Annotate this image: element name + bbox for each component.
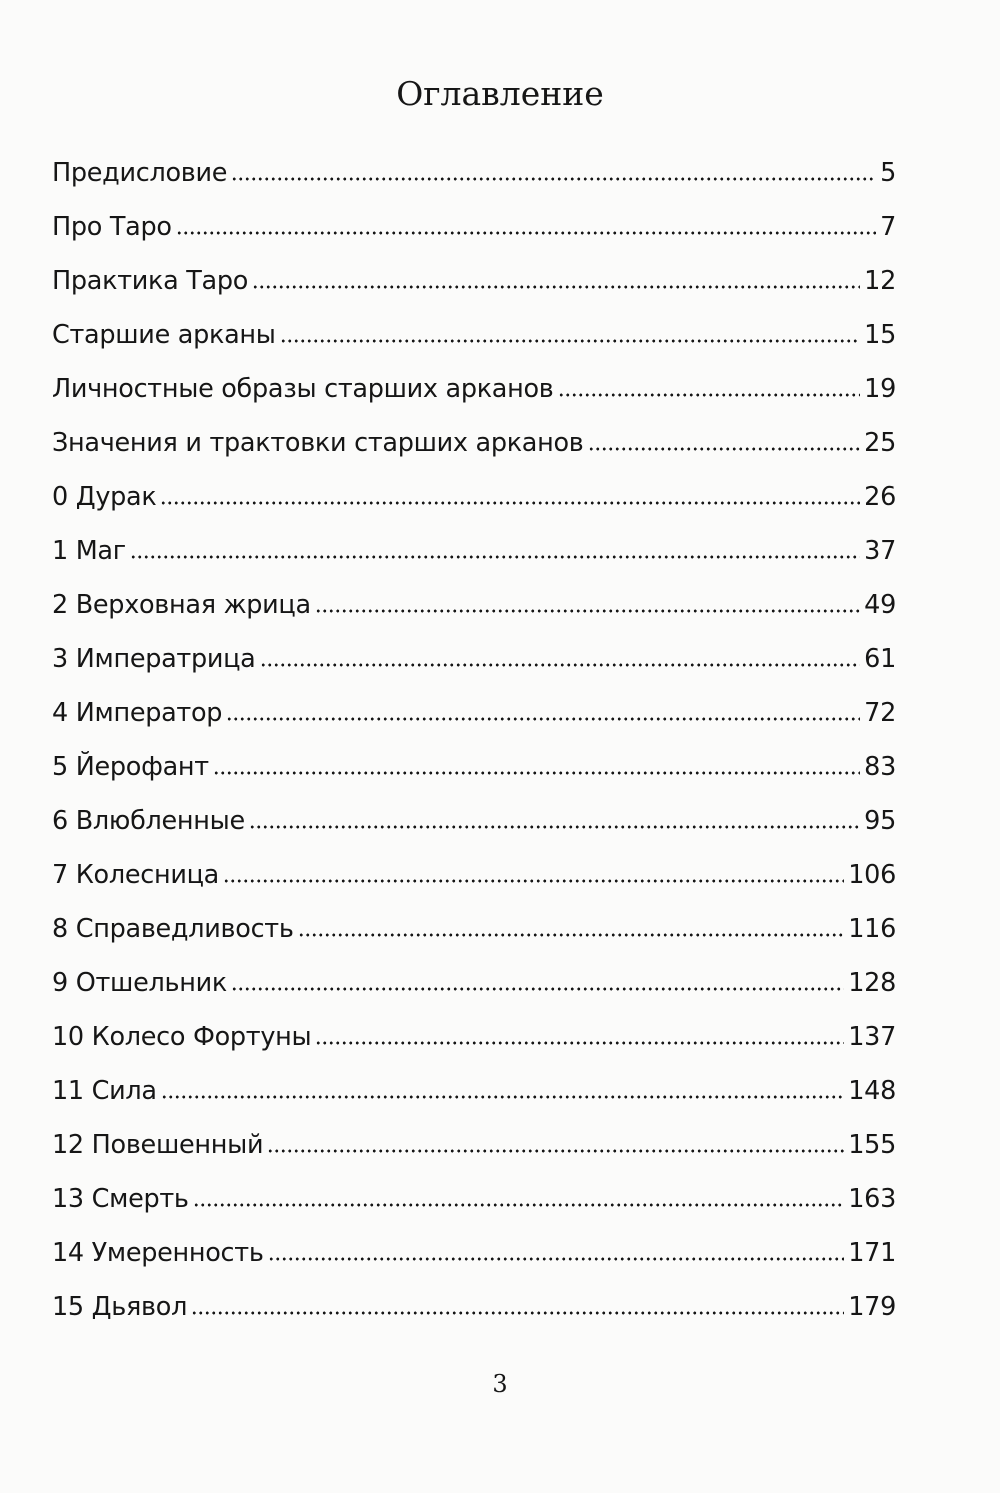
toc-entry-label: 12 Повешенный — [52, 1130, 264, 1160]
toc-entry-label: 9 Отшельник — [52, 968, 227, 998]
toc-entry — [52, 914, 896, 968]
toc-entry-label: Про Таро — [52, 212, 172, 242]
toc-entry — [52, 968, 896, 1022]
toc-entry-page: 179 — [848, 1292, 896, 1322]
dot-leader — [231, 987, 844, 991]
dot-leader — [223, 879, 844, 883]
toc-entry-page: 137 — [848, 1022, 896, 1052]
toc-entry — [52, 1130, 896, 1184]
dot-leader — [588, 447, 861, 451]
toc-entry-label: Личностные образы старших арканов — [52, 374, 554, 404]
dot-leader — [130, 555, 860, 559]
toc-entry-label: 0 Дурак — [52, 482, 157, 512]
toc-entry-label: Предисловие — [52, 158, 228, 188]
toc-entry-page: 19 — [864, 374, 896, 404]
toc-entry-page: 148 — [848, 1076, 896, 1106]
toc-entry-label: 3 Императрица — [52, 644, 256, 674]
toc-entry-label: 8 Справедливость — [52, 914, 294, 944]
toc-entry — [52, 806, 896, 860]
toc-entry — [52, 212, 896, 266]
toc-entry-label: 4 Император — [52, 698, 223, 728]
page-title: Оглавление — [396, 74, 604, 113]
toc-entry-page: 83 — [864, 752, 896, 782]
toc-entry-label: 14 Умеренность — [52, 1238, 264, 1268]
dot-leader — [161, 1095, 844, 1099]
toc-entry-page: 171 — [848, 1238, 896, 1268]
toc-entry-label: Значения и трактовки старших арканов — [52, 428, 584, 458]
toc-entry-label: Старшие арканы — [52, 320, 276, 350]
toc-entry — [52, 1076, 896, 1130]
toc-entry-label: 2 Верховная жрица — [52, 590, 311, 620]
dot-leader — [280, 339, 861, 343]
toc-entry-label: 11 Сила — [52, 1076, 157, 1106]
toc-entry-page: 128 — [848, 968, 896, 998]
dot-leader — [191, 1311, 844, 1315]
dot-leader — [249, 825, 860, 829]
toc-entry — [52, 698, 896, 752]
toc-entry — [52, 752, 896, 806]
toc-entry-page: 7 — [880, 212, 896, 242]
toc-entry-page: 5 — [880, 158, 896, 188]
toc-entry-page: 15 — [864, 320, 896, 350]
dot-leader — [315, 1041, 844, 1045]
dot-leader — [193, 1203, 845, 1207]
dot-leader — [226, 717, 860, 721]
toc-entry-page: 155 — [848, 1130, 896, 1160]
toc-entry — [52, 644, 896, 698]
toc-entry-label: 15 Дьявол — [52, 1292, 188, 1322]
dot-leader — [558, 393, 861, 397]
toc-entry — [52, 1238, 896, 1292]
dot-leader — [213, 771, 860, 775]
toc-entry — [52, 860, 896, 914]
toc-entry — [52, 590, 896, 644]
toc-entry-label: 7 Колесница — [52, 860, 219, 890]
dot-leader — [160, 501, 860, 505]
dot-leader — [252, 285, 860, 289]
toc-entry-page: 106 — [848, 860, 896, 890]
page-number: 3 — [492, 1370, 508, 1398]
toc-entry-label: 10 Колесо Фортуны — [52, 1022, 312, 1052]
dot-leader — [267, 1149, 844, 1153]
toc-entry-page: 49 — [864, 590, 896, 620]
toc-entry-page: 95 — [864, 806, 896, 836]
toc-entry — [52, 482, 896, 536]
toc-entry — [52, 320, 896, 374]
dot-leader — [298, 933, 845, 937]
toc-entry — [52, 536, 896, 590]
dot-leader — [176, 231, 876, 235]
toc-entry-page: 163 — [848, 1184, 896, 1214]
toc-entry-page: 72 — [864, 698, 896, 728]
dot-leader — [268, 1257, 845, 1261]
toc-entry — [52, 1292, 896, 1346]
toc-entry-page: 116 — [848, 914, 896, 944]
table-of-contents — [52, 158, 896, 1346]
toc-entry — [52, 158, 896, 212]
toc-entry-label: Практика Таро — [52, 266, 249, 296]
toc-entry-page: 25 — [864, 428, 896, 458]
toc-entry-page: 26 — [864, 482, 896, 512]
dot-leader — [260, 663, 861, 667]
toc-entry-label: 1 Маг — [52, 536, 126, 566]
toc-entry — [52, 428, 896, 482]
toc-entry-page: 12 — [864, 266, 896, 296]
dot-leader — [315, 609, 860, 613]
toc-entry-label: 6 Влюбленные — [52, 806, 245, 836]
toc-entry-label: 5 Йерофант — [52, 752, 209, 782]
toc-entry — [52, 374, 896, 428]
toc-entry — [52, 1022, 896, 1076]
toc-entry-page: 37 — [864, 536, 896, 566]
toc-entry — [52, 266, 896, 320]
toc-entry-page: 61 — [864, 644, 896, 674]
toc-entry-label: 13 Смерть — [52, 1184, 189, 1214]
toc-entry — [52, 1184, 896, 1238]
dot-leader — [231, 177, 876, 181]
